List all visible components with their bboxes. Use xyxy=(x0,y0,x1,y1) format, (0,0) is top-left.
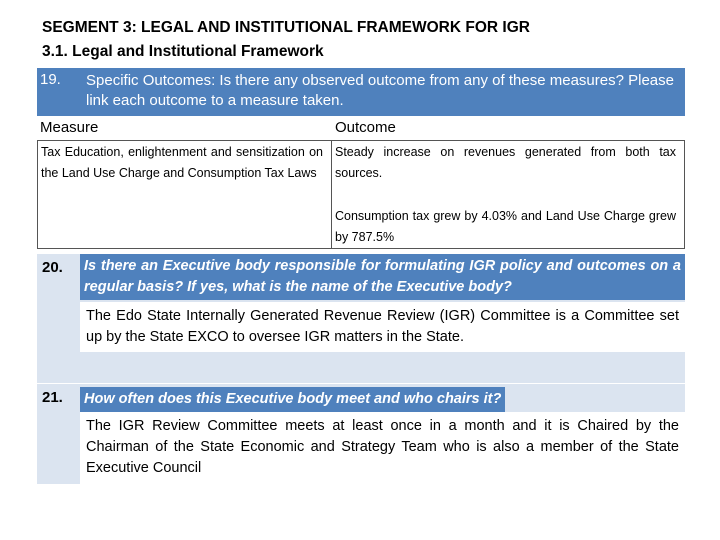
column-divider xyxy=(331,141,332,248)
measure-cell: Tax Education, enlightenment and sensitization on the Land Use Charge and Consumption Tax Laws xyxy=(41,145,323,180)
question-21-answer: The IGR Review Committee meets at least once in a month and it is Chaired by the Chairman of the State Economic and Strategy Team who is also a member of the State Executive Council xyxy=(80,412,685,484)
measure-outcome-table xyxy=(37,140,685,249)
question-21-number-cell xyxy=(37,384,79,484)
outcome-cell-1: Steady increase on revenues generated from both tax sources. xyxy=(335,145,676,180)
question-20-number-cell xyxy=(37,254,79,383)
segment-title: SEGMENT 3: LEGAL AND INSTITUTIONAL FRAMEWORK FOR IGR xyxy=(42,19,530,36)
section-title: 3.1. Legal and Institutional Framework xyxy=(42,43,324,60)
question-21-block xyxy=(37,384,685,484)
question-19-header xyxy=(37,68,685,116)
question-19-text: Specific Outcomes: Is there any observed outcome from any of these measures? Please link each outcome to a measure taken. xyxy=(86,72,674,109)
question-21-text: How often does this Executive body meet and who chairs it? xyxy=(80,387,505,412)
question-19-number: 19. xyxy=(40,71,61,88)
measure-column-header: Measure xyxy=(40,119,99,136)
question-20-number: 20. xyxy=(42,259,63,276)
question-20-block xyxy=(37,254,685,383)
outcome-column-header: Outcome xyxy=(335,119,396,136)
measure-outcome-header-row xyxy=(37,116,685,141)
question-20-answer: The Edo State Internally Generated Revenue Review (IGR) Committee is a Committee set up by the State EXCO to oversee IGR matters in the State. xyxy=(80,302,685,352)
question-20-text: Is there an Executive body responsible for formulating IGR policy and outcomes on a regular basis? If yes, what is the name of the Executive body? xyxy=(80,254,685,300)
outcome-cell-2: Consumption tax grew by 4.03% and Land Use Charge grew by 787.5% xyxy=(335,209,676,244)
question-21-number: 21. xyxy=(42,389,63,406)
